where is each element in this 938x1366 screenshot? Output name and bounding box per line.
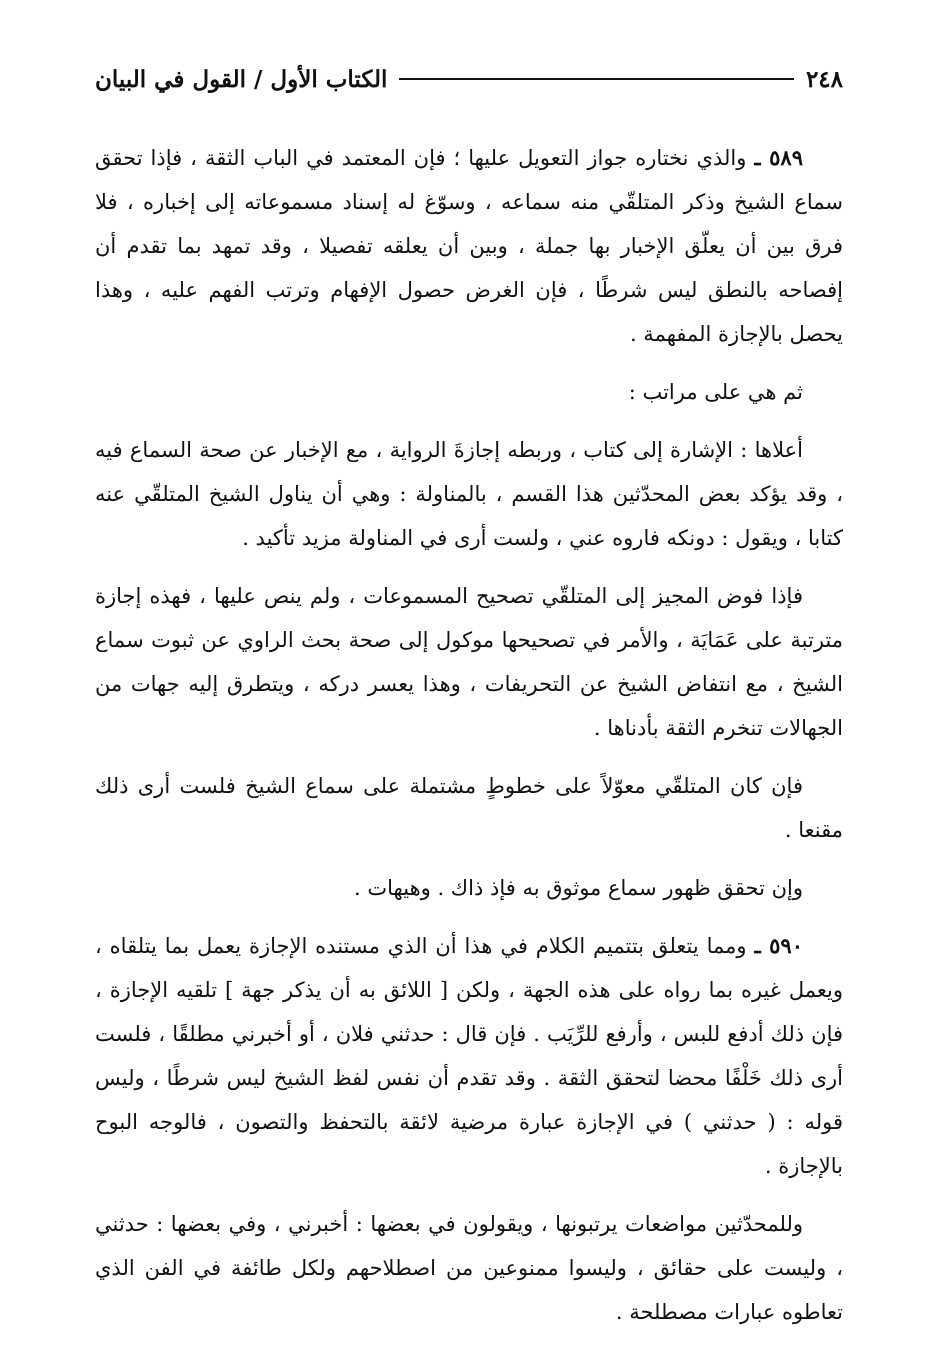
- paragraph-handwriting: [95, 764, 843, 852]
- running-title: الكتاب الأول / القول في البيان: [95, 65, 388, 93]
- paragraph-text: فإذا فوض المجيز إلى المتلقّي تصحيح المسموعات ، ولم ينص عليها ، فهذه إجازة مترتبة على عَمَايَة ، والأمر في تصحيحها موكول إلى صحة بحث الراوي عن ثبوت سماع الشيخ ، مع انتفاض الشيخ عن التحريفات ، وهذا يعسر دركه ، ويتطرق إليه جهات من الجهالات تنخرم الثقة بأدناها .: [95, 584, 843, 740]
- paragraph-text: وللمحدّثين مواضعات يرتبونها ، ويقولون في بعضها : أخبرني ، وفي بعضها : حدثني ، وليست على حقائق ، وليسوا ممنوعين من اصطلاحهم ولكل طائفة في الفن الذي تعاطوه عبارات مصطلحة .: [95, 1212, 843, 1324]
- paragraph-number: ٥٩٠ ـ: [754, 933, 803, 958]
- paragraph-muhaddithin-conventions: [95, 1202, 843, 1334]
- header-rule: [399, 78, 794, 80]
- book-page: [95, 58, 843, 1326]
- page-header: [95, 58, 843, 100]
- paragraph-delegated-ijaza: [95, 574, 843, 750]
- paragraph-text: ثم هي على مراتب :: [628, 380, 803, 404]
- page-body: [95, 136, 843, 1334]
- paragraph-590: [95, 924, 843, 1188]
- paragraph-verified-hearing: [95, 866, 843, 910]
- paragraph-ranks-intro: [95, 370, 843, 414]
- paragraph-text: والذي نختاره جواز التعويل عليها ؛ فإن المعتمد في الباب الثقة ، فإذا تحقق سماع الشيخ وذكر المتلقّي منه سماعه ، وسوّغ له إسناد مسموعاته إلى إخباره ، فلا فرق بين أن يعلّق الإخبار بها جملة ، وبين أن يعلقه تفصيلا ، وقد تمهد بما تقدم أن إفصاحه بالنطق ليس شرطًا ، فإن الغرض حصول الإفهام وترتب الفهم عليه ، وهذا يحصل بالإجازة المفهمة .: [95, 146, 843, 346]
- paragraph-589: [95, 136, 843, 356]
- paragraph-text: وإن تحقق ظهور سماع موثوق به فإذ ذاك . وهيهات .: [354, 876, 803, 900]
- paragraph-text: ومما يتعلق بتتميم الكلام في هذا أن الذي مستنده الإجازة يعمل بما يتلقاه ، ويعمل غيره بما رواه على هذه الجهة ، ولكن [ اللائق به أن يذكر جهة ] تلقيه الإجازة ، فإن ذلك أدفع للبس ، وأرفع للرِّيَب . فإن قال : حدثني فلان ، أو أخبرني مطلقًا ، فلست أرى ذلك خَلْفًا محضا لتحقق الثقة . وقد تقدم أن نفس لفظ الشيخ ليس شرطًا ، وليس قوله : ( حدثني ) في الإجازة عبارة مرضية لائقة بالتحفظ والتصون ، فالوجه البوح بالإجازة .: [95, 934, 843, 1178]
- paragraph-number: ٥٨٩ ـ: [754, 145, 803, 170]
- paragraph-highest-rank: [95, 428, 843, 560]
- paragraph-text: أعلاها : الإشارة إلى كتاب ، وربطه إجازةَ الرواية ، مع الإخبار عن صحة السماع فيه ، وقد يؤكد بعض المحدّثين هذا القسم ، بالمناولة : وهي أن يناول الشيخ المتلقّي عنه كتابا ، ويقول : دونكه فاروه عني ، ولست أرى في المناولة مزيد تأكيد .: [95, 438, 843, 550]
- page-number: ٢٤٨: [805, 65, 843, 93]
- paragraph-text: فإن كان المتلقّي معوّلاً على خطوطٍ مشتملة على سماع الشيخ فلست أرى ذلك مقنعا .: [95, 774, 843, 842]
